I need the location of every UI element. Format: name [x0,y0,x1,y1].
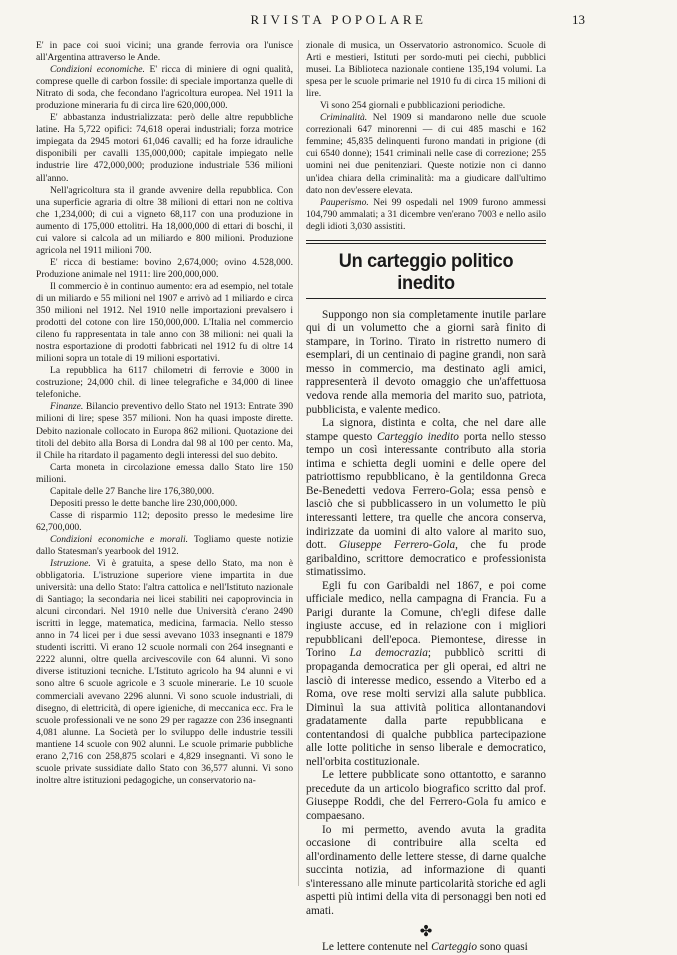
pauperism-paragraph: Pauperismo. Nei 99 ospedali nel 1909 furono ammessi 104,790 ammalati; a 31 dicembre ven'erano 7003 e nello asilo degli idioti 3,030 assistiti. [306,196,546,232]
livestock-paragraph: E' ricca di bestiame: bovino 2,674,000; ovino 4.528,000. Produzione animale nel 1911: lire 200,000,000. [36,256,293,280]
industry-paragraph: E' abbastanza industrializzata: però delle altre repubbliche latine. Ha 5,722 opifici: 74,618 operai industriali; forza motrice impiegata da 2945 motori 61,046 cavalli; ed ha forze idrauliche disponibili per cavalli 135,000,000; capitale impiegato nelle industrie lire 472,000,000; produzione industriale 536 milioni all'anno. [36,112,293,184]
right-column [306,40,546,955]
page-header [0,12,677,32]
deposits-line: Depositi presso le dette banche lire 230,000,000. [50,497,238,509]
commerce-paragraph: Il commercio è in continuo aumento: era ad esempio, nel totale di un miliardo e 55 milioni nel 1907 e arrivò ad 1 miliardo e circa 350 milioni nel 1912. Nel 1910 nelle importazioni prevalsero i prodotti del cotone con lire 150,000,000. L'Italia nel commercio cileno fu rappresentata in tale anno con 38 milioni: nei quali la nostra esportazione di prodotti fabbricati nel 1912 fu di oltre 14 milioni sopra un totale di 19 milioni esportativi. [36,280,293,365]
agriculture-paragraph: Nell'agricoltura sta il grande avvenire della repubblica. Con una superficie agraria di oltre 38 milioni di ettari non ne coltiva che 1,234,000; di cui a vigneto 68,117 con una produzione in aumento di 175,000 ettolitri. Ha 18,000,000 di ettari di boschi, il cui valore si calcola ad un miliardo e 800 milioni. Produzione agricola nel 1911 milioni 700. [36,184,293,256]
article-paragraph: Suppongo non sia completamente inutile parlare qui di un volumetto che a giorni sarà finito di stampare, in Torino. Tirato in ristretto numero di esemplari, di un centinaio di pagine grandi, non sarà messo in commercio, ma destinato agli amici, rappresenterà il devoto omaggio che un'affettuosa vedova rende alla memoria del marito suo, patriota, pubblicista, e valente medico. [306,308,546,416]
section-lead: Criminalità. [320,112,368,124]
education-paragraph: Istruzione. Vi è gratuita, a spese dello Stato, ma non è obbligatoria. L'istruzione superiore viene impartita in due università: una dello Stato: l'altra cattolica e nell'Istituto nazionale di Santiago; la secondaria nei licei stabiliti nei capoprovincia in alcuni circondari. Nel 1910 nelle due Università c'erano 2490 iscritti in legge, matematica, medicina, farmacia. Nello stesso anno in 74 licei per i due sessi avevano 1033 insegnanti e 1879 studenti iscritti. Vi erano 12 scuole normali con 264 insegnanti e 2222 alunni, oltre quella arcivescovile con 64 alunni. Vi sono diverse istituzioni tecniche. L'Istituto agricolo ha 94 alunni e vi sono altre 6 scuole agricole e 3 scuole minerarie. Le 10 scuole commerciali avevano 2296 alunni. Vi sono scuole industriali, di disegno, di elettricità, di opere igieniche, di meccanica ecc. Fra le scuole professionali ve ne sono 29 per ragazze con 236 insegnanti 4,081 alunne. La Società per lo sviluppo delle industrie tessili mantiene 14 scuole con 902 alunni. Le scuole primarie pubbliche erano 2,716 con 258,875 scolari e 4,829 insegnanti. Vi sono le scuole private sussidiate dallo Stato con 36,577 alunni. Vi sono inoltre altre istituzioni pedagogiche, un conservatorio na- [36,558,293,786]
article-title-rule [306,298,546,299]
bank-capital-line: Capitale delle 27 Banche lire 176,380,000. [50,485,215,497]
section-lead: Condizioni economiche e morali. [50,533,189,545]
savings-banks-line: Casse di risparmio 112; deposito presso le medesime lire 62,700,000. [36,509,293,533]
article-body [306,309,546,955]
ornament-icon: ✤ [419,924,433,941]
article-paragraph: Le lettere contenute nel Carteggio sono quasi [322,941,528,954]
chile-peace-paragraph: E' in pace coi suoi vicini; una grande ferrovia ora l'unisce all'Argentina attraverso le Ande. [36,40,293,64]
article-paragraph: Io mi permetto, avendo avuta la gradita occasione di contribuire alla scelta ed all'ordinamento delle lettere stesse, di darne qualche succinta notizia, ad informazione di quanti s'interessano alle minute particolarità storiche ed agli aspetti più intimi della vita di personaggi ben noti ed amati. [306,823,546,917]
page-number: 13 [572,12,585,27]
section-lead: Condizioni economiche. [50,64,145,76]
article-paragraph: La signora, distinta e colta, che nel dare alle stampe questo Carteggio inedito porta nello stesso tempo un così interessante contributo alla storia intima e schietta degli uomini e delle opere del patriottismo repubblicano, è la gentildonna Greca Be-Benedetti vedova Ferrero-Gola; essa pensò e lasciò che si pubblicassero in un volumetto le più interessanti lettere, tra quelle che ancora conserva, indirizzate da uomini di alto valore al marito suo, dott. Giuseppe Ferrero-Gola, che fu prode garibaldino, scrittore democratico e professionista stimatissimo. [306,417,547,579]
section-lead: Finanze. [50,401,84,413]
column-divider [298,40,299,886]
moral-conditions-paragraph: Condizioni economiche e morali. Togliamo queste notizie dallo Statesman's yearbook del 1912. [36,533,293,557]
left-column [36,40,293,787]
criminality-paragraph: Criminalità. Nel 1909 si mandarono nelle due scuole correzionali 647 minorenni — di cui 485 maschi e 162 femmine; 45,835 delinquenti furono mandati in prigione (di cui 6540 donne); 1541 criminali nelle case di correzione; 255 uomini nei due penitenziari. Queste notizie non ci danno un'idea chiara della criminalità: ma a giudicare dall'ultimo dato non dev'essere elevata. [306,112,546,196]
culture-paragraph: zionale di musica, un Osservatorio astronomico. Scuole di Arti e mestieri, Istituti per sordo-muti pei ciechi, pubblici musei. La Biblioteca nazionale contiene 135,194 volumi. La spesa per le scuole primarie nel 1910 fu di circa 15 milioni di lire. [306,40,546,100]
article-top-rule [306,240,546,244]
article-paragraph: Le lettere pubblicate sono ottantotto, e saranno precedute da un articolo biografico scritto dal prof. Giuseppe Roddi, che del Ferrero-Gola fu amico e compaesano. [306,769,546,822]
finance-paragraph: Finanze. Bilancio preventivo dello Stato nel 1913: Entrate 390 milioni di lire; spese 357 milioni. Non ha quasi imposte dirette. Debito nazionale collocato in Europa 862 milioni. Quotazione dei titoli del debito alla Borsa di Londra dal 98 al 100 per cento. Ma, il Chile ha ritardato il pagamento degli interessi del suo debito. [36,401,293,461]
railways-paragraph: La repubblica ha 6117 chilometri di ferrovie e 3000 in costruzione; 24,000 chil. di linee telegrafiche e 34,000 di linee telefoniche. [36,365,293,401]
section-lead: Pauperismo. [320,196,369,208]
paper-money-paragraph: Carta moneta in circolazione emessa dallo Stato lire 150 milioni. [36,461,293,485]
economic-conditions-paragraph: Condizioni economiche. E' ricca di miniere di ogni qualità, comprese quelle di carbon fossile: di speciale importanza quelle di Nitrato di soda, che fecondano l'agricoltura europea. Nel 1911 la produzione mineraria fu di circa lire 620,000,000. [36,64,293,112]
running-title: RIVISTA POPOLARE [250,12,427,27]
article-title: Un carteggio politico inedito [338,249,514,294]
section-lead: Istruzione. [50,558,91,570]
article-paragraph: Egli fu con Garibaldi nel 1867, e poi come ufficiale medico, nella campagna di Francia. Fu a Parigi durante la Comune, ch'egli difese dalle ingiuste accuse, ed in relazione con i migliori repubblicani dell'epoca. Piemontese, diresse in Torino La democrazia; pubblicò scritti di propaganda democratica per gli operai, ed altri ne lasciò di interesse medico, essendo a Viterbo ed a Roma, ove rese molti servizi alla salute pubblica. Diminuì la sua attività politica allontanandovi gradatamente dalla parte repubblicana e contentandosi di qualche pubblica partecipazione alle lotte politiche in senso liberale e democratico, nell'orbita costituzionale. [306,579,546,768]
newspapers-line: Vi sono 254 giornali e pubblicazioni periodiche. [320,100,506,112]
